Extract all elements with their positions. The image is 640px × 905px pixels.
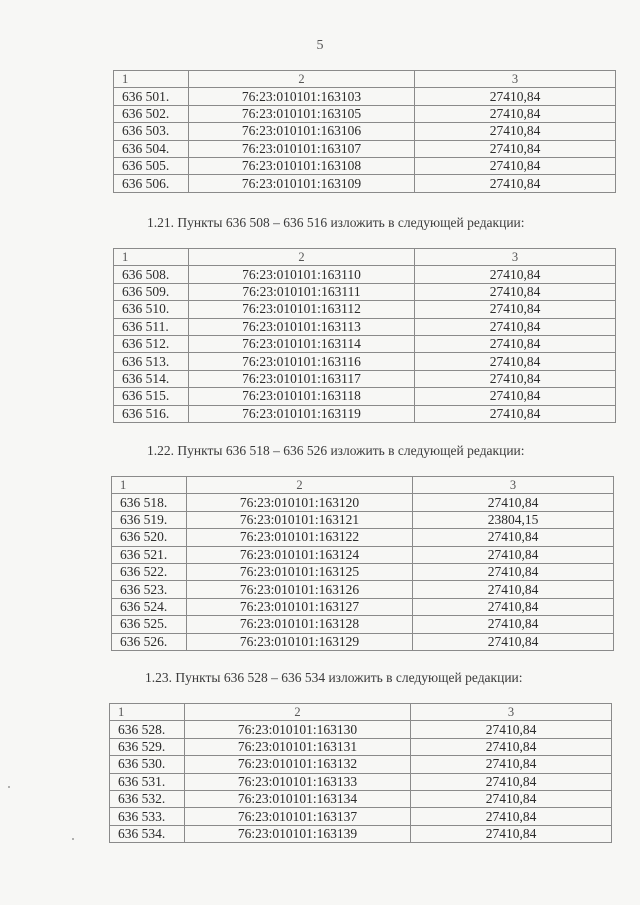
table-row bbox=[112, 494, 614, 511]
item-number: 636 503. bbox=[114, 123, 189, 140]
cadastral-number: 76:23:010101:163124 bbox=[187, 546, 413, 563]
item-number: 636 501. bbox=[114, 88, 189, 105]
item-number: 636 523. bbox=[112, 581, 187, 598]
item-number: 636 505. bbox=[114, 157, 189, 174]
table-row bbox=[112, 563, 614, 580]
table-row bbox=[112, 529, 614, 546]
table-row bbox=[110, 790, 612, 807]
cadastral-number: 76:23:010101:163125 bbox=[187, 563, 413, 580]
column-header: 2 bbox=[185, 704, 411, 721]
table-row bbox=[114, 88, 616, 105]
value: 27410,84 bbox=[415, 175, 616, 192]
item-number: 636 518. bbox=[112, 494, 187, 511]
table-row bbox=[112, 598, 614, 615]
table-row bbox=[114, 175, 616, 192]
item-number: 636 511. bbox=[114, 318, 189, 335]
table-row bbox=[114, 388, 616, 405]
cadastral-number: 76:23:010101:163111 bbox=[189, 283, 415, 300]
value: 27410,84 bbox=[415, 370, 616, 387]
cadastral-number: 76:23:010101:163120 bbox=[187, 494, 413, 511]
item-number: 636 519. bbox=[112, 511, 187, 528]
value: 27410,84 bbox=[413, 546, 614, 563]
cadastral-number: 76:23:010101:163133 bbox=[185, 773, 411, 790]
scan-speck bbox=[8, 786, 10, 788]
item-number: 636 514. bbox=[114, 370, 189, 387]
column-header: 1 bbox=[110, 704, 185, 721]
table-block-4 bbox=[109, 703, 612, 843]
value: 27410,84 bbox=[413, 633, 614, 650]
table-row bbox=[110, 808, 612, 825]
cadastral-number: 76:23:010101:163128 bbox=[187, 616, 413, 633]
cadastral-number: 76:23:010101:163109 bbox=[189, 175, 415, 192]
table-block-1 bbox=[113, 70, 616, 193]
value: 27410,84 bbox=[415, 353, 616, 370]
value: 27410,84 bbox=[415, 123, 616, 140]
column-header: 2 bbox=[187, 477, 413, 494]
item-number: 636 526. bbox=[112, 633, 187, 650]
value: 27410,84 bbox=[415, 105, 616, 122]
cadastral-number: 76:23:010101:163112 bbox=[189, 301, 415, 318]
page-number: 5 bbox=[316, 38, 324, 53]
table-row bbox=[112, 546, 614, 563]
item-number: 636 510. bbox=[114, 301, 189, 318]
item-number: 636 532. bbox=[110, 790, 185, 807]
value: 27410,84 bbox=[413, 563, 614, 580]
cadastral-number: 76:23:010101:163107 bbox=[189, 140, 415, 157]
value: 23804,15 bbox=[413, 511, 614, 528]
data-table bbox=[113, 248, 616, 423]
table-row bbox=[114, 105, 616, 122]
table-row bbox=[112, 581, 614, 598]
cadastral-number: 76:23:010101:163117 bbox=[189, 370, 415, 387]
cadastral-number: 76:23:010101:163130 bbox=[185, 721, 411, 738]
value: 27410,84 bbox=[415, 388, 616, 405]
item-number: 636 524. bbox=[112, 598, 187, 615]
item-number: 636 515. bbox=[114, 388, 189, 405]
item-number: 636 520. bbox=[112, 529, 187, 546]
value: 27410,84 bbox=[415, 405, 616, 422]
table-row bbox=[110, 738, 612, 755]
item-number: 636 529. bbox=[110, 738, 185, 755]
value: 27410,84 bbox=[415, 157, 616, 174]
section-heading-1-22: 1.22. Пункты 636 518 – 636 526 изложить в следующей редакции: bbox=[147, 443, 525, 458]
cadastral-number: 76:23:010101:163122 bbox=[187, 529, 413, 546]
table-row bbox=[114, 370, 616, 387]
table-header-row bbox=[114, 71, 616, 88]
data-table bbox=[109, 703, 612, 843]
column-header: 3 bbox=[413, 477, 614, 494]
value: 27410,84 bbox=[411, 825, 612, 842]
cadastral-number: 76:23:010101:163113 bbox=[189, 318, 415, 335]
value: 27410,84 bbox=[415, 140, 616, 157]
cadastral-number: 76:23:010101:163126 bbox=[187, 581, 413, 598]
table-row bbox=[114, 318, 616, 335]
table-block-2 bbox=[113, 248, 616, 423]
column-header: 3 bbox=[411, 704, 612, 721]
table-header-row bbox=[110, 704, 612, 721]
value: 27410,84 bbox=[411, 790, 612, 807]
item-number: 636 534. bbox=[110, 825, 185, 842]
cadastral-number: 76:23:010101:163132 bbox=[185, 756, 411, 773]
item-number: 636 508. bbox=[114, 266, 189, 283]
item-number: 636 509. bbox=[114, 283, 189, 300]
table-header-row bbox=[114, 249, 616, 266]
item-number: 636 522. bbox=[112, 563, 187, 580]
scan-speck bbox=[72, 838, 74, 840]
cadastral-number: 76:23:010101:163139 bbox=[185, 825, 411, 842]
item-number: 636 506. bbox=[114, 175, 189, 192]
cadastral-number: 76:23:010101:163119 bbox=[189, 405, 415, 422]
item-number: 636 531. bbox=[110, 773, 185, 790]
column-header: 1 bbox=[114, 71, 189, 88]
table-row bbox=[114, 283, 616, 300]
value: 27410,84 bbox=[413, 598, 614, 615]
value: 27410,84 bbox=[411, 756, 612, 773]
value: 27410,84 bbox=[411, 773, 612, 790]
table-row bbox=[112, 616, 614, 633]
value: 27410,84 bbox=[413, 494, 614, 511]
value: 27410,84 bbox=[413, 581, 614, 598]
cadastral-number: 76:23:010101:163127 bbox=[187, 598, 413, 615]
data-table bbox=[111, 476, 614, 651]
item-number: 636 512. bbox=[114, 335, 189, 352]
cadastral-number: 76:23:010101:163134 bbox=[185, 790, 411, 807]
value: 27410,84 bbox=[415, 266, 616, 283]
table-row bbox=[114, 140, 616, 157]
item-number: 636 528. bbox=[110, 721, 185, 738]
value: 27410,84 bbox=[411, 808, 612, 825]
table-row bbox=[110, 773, 612, 790]
table-row bbox=[114, 266, 616, 283]
item-number: 636 502. bbox=[114, 105, 189, 122]
cadastral-number: 76:23:010101:163116 bbox=[189, 353, 415, 370]
value: 27410,84 bbox=[415, 301, 616, 318]
value: 27410,84 bbox=[415, 318, 616, 335]
cadastral-number: 76:23:010101:163103 bbox=[189, 88, 415, 105]
column-header: 1 bbox=[112, 477, 187, 494]
column-header: 2 bbox=[189, 71, 415, 88]
cadastral-number: 76:23:010101:163129 bbox=[187, 633, 413, 650]
table-row bbox=[114, 405, 616, 422]
table-row bbox=[114, 301, 616, 318]
value: 27410,84 bbox=[415, 88, 616, 105]
item-number: 636 521. bbox=[112, 546, 187, 563]
value: 27410,84 bbox=[413, 529, 614, 546]
section-heading-1-21: 1.21. Пункты 636 508 – 636 516 изложить в следующей редакции: bbox=[147, 215, 525, 230]
value: 27410,84 bbox=[411, 721, 612, 738]
table-row bbox=[112, 633, 614, 650]
value: 27410,84 bbox=[415, 335, 616, 352]
table-row bbox=[114, 353, 616, 370]
value: 27410,84 bbox=[411, 738, 612, 755]
table-block-3 bbox=[111, 476, 614, 651]
table-row bbox=[114, 157, 616, 174]
cadastral-number: 76:23:010101:163131 bbox=[185, 738, 411, 755]
value: 27410,84 bbox=[415, 283, 616, 300]
cadastral-number: 76:23:010101:163114 bbox=[189, 335, 415, 352]
item-number: 636 525. bbox=[112, 616, 187, 633]
item-number: 636 516. bbox=[114, 405, 189, 422]
cadastral-number: 76:23:010101:163108 bbox=[189, 157, 415, 174]
item-number: 636 530. bbox=[110, 756, 185, 773]
table-row bbox=[110, 756, 612, 773]
table-row bbox=[114, 123, 616, 140]
cadastral-number: 76:23:010101:163121 bbox=[187, 511, 413, 528]
cadastral-number: 76:23:010101:163118 bbox=[189, 388, 415, 405]
column-header: 3 bbox=[415, 71, 616, 88]
item-number: 636 504. bbox=[114, 140, 189, 157]
value: 27410,84 bbox=[413, 616, 614, 633]
cadastral-number: 76:23:010101:163137 bbox=[185, 808, 411, 825]
table-header-row bbox=[112, 477, 614, 494]
section-heading-1-23: 1.23. Пункты 636 528 – 636 534 изложить в следующей редакции: bbox=[145, 670, 523, 685]
item-number: 636 513. bbox=[114, 353, 189, 370]
item-number: 636 533. bbox=[110, 808, 185, 825]
cadastral-number: 76:23:010101:163110 bbox=[189, 266, 415, 283]
column-header: 2 bbox=[189, 249, 415, 266]
table-row bbox=[114, 335, 616, 352]
column-header: 1 bbox=[114, 249, 189, 266]
column-header: 3 bbox=[415, 249, 616, 266]
data-table bbox=[113, 70, 616, 193]
table-row bbox=[112, 511, 614, 528]
cadastral-number: 76:23:010101:163105 bbox=[189, 105, 415, 122]
table-row bbox=[110, 825, 612, 842]
table-row bbox=[110, 721, 612, 738]
cadastral-number: 76:23:010101:163106 bbox=[189, 123, 415, 140]
